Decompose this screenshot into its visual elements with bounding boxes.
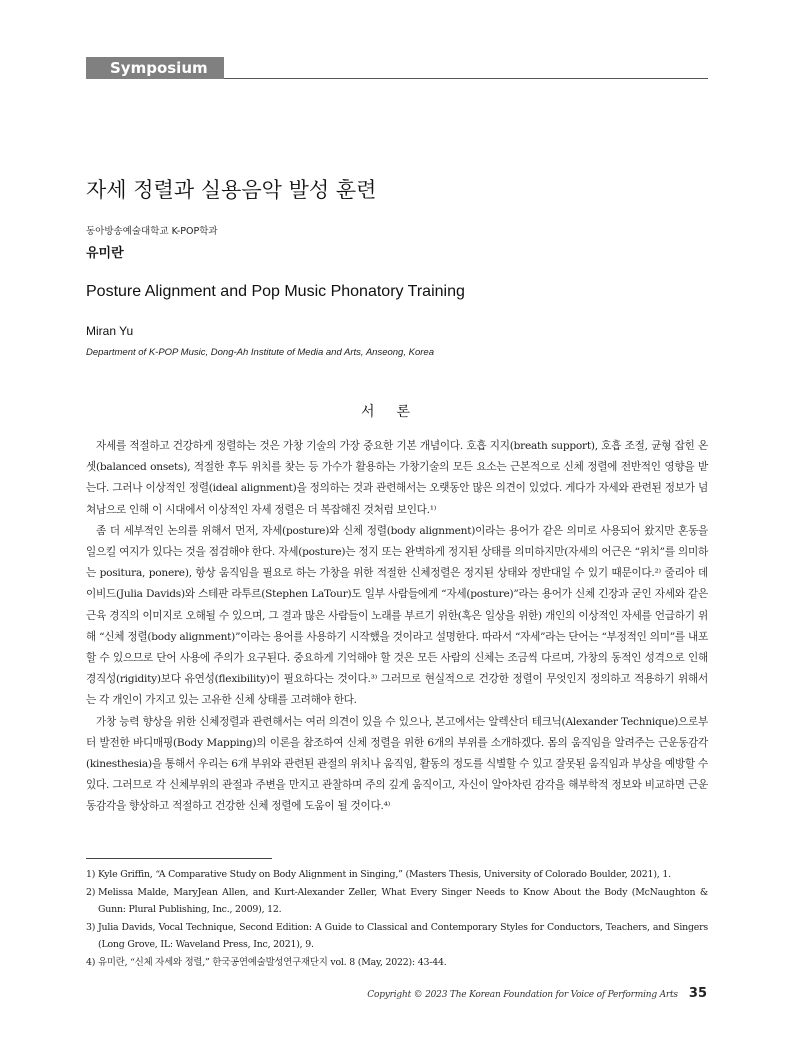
paragraph: 자세를 적절하고 건강하게 정렬하는 것은 가창 기술의 가장 중요한 기본 개념이다. 호흡 지지(breath support), 호흡 조절, 균형 잡힌 온셋(balanced onsets), 적절한 후두 위치를 찾는 등 가수가 활용하는 가창기술의 모든 요소는 근본적으로 신체 정렬에 전반적인 영향을 받는다. 그러나 이상적인 정렬(ideal alignment)을 정의하는 것과 관련해서는 오랫동안 많은 의견이 있었다. 게다가 자세와 관련된 정보가 넘쳐남으로 인해 이 시대에서 이상적인 자세 정렬은 더 복잡해진 것처럼 보인다.¹⁾ xyxy=(86,440,708,516)
section-label: Symposium xyxy=(86,57,224,79)
body-text xyxy=(86,436,708,818)
footnote-number: 3) xyxy=(86,921,96,933)
footnote-text: 유미란, “신체 자세와 정렬,” 한국공연예술발성연구재단지 vol. 8 (May, 2022): 43-44. xyxy=(98,956,447,968)
author-korean: 유미란 xyxy=(86,246,124,261)
page-number: 35 xyxy=(688,986,707,1001)
footnote-text: Kyle Griffin, “A Comparative Study on Body Alignment in Singing,” (Masters Thesis, University of Colorado Boulder, 2021), 1. xyxy=(98,869,671,880)
footnotes xyxy=(86,866,708,971)
footnote-item xyxy=(86,919,708,954)
affiliation-english: Department of K-POP Music, Dong-Ah Institute of Media and Arts, Anseong, Korea xyxy=(86,347,434,358)
footnote-number: 4) xyxy=(86,956,96,968)
footnote-item xyxy=(86,954,708,972)
footnote-item xyxy=(86,884,708,919)
section-heading-introduction: 서론 xyxy=(360,404,433,420)
footnote-rule xyxy=(86,858,272,859)
title-english: Posture Alignment and Pop Music Phonatory Training xyxy=(86,283,465,300)
copyright-notice: Copyright © 2023 The Korean Foundation for Voice of Performing Arts xyxy=(367,990,678,1000)
affiliation-korean: 동아방송예술대학교 K-POP학과 xyxy=(86,226,218,237)
section-header xyxy=(86,57,708,79)
author-english: Miran Yu xyxy=(86,324,134,338)
footnote-number: 2) xyxy=(86,886,96,898)
title-korean: 자세 정렬과 실용음악 발성 훈련 xyxy=(86,178,377,202)
footnote-text: Julia Davids, Vocal Technique, Second Edition: A Guide to Classical and Contemporary Styles for Conductors, Teachers, and Singers (Long Grove, IL: Waveland Press, Inc, 2021), 9. xyxy=(98,921,708,950)
footnote-text: Melissa Malde, MaryJean Allen, and Kurt-Alexander Zeller, What Every Singer Needs to Know About the Body (McNaughton & Gunn: Plural Publishing, Inc., 2009), 12. xyxy=(98,886,708,915)
page-footer xyxy=(367,982,707,1001)
footnote-number: 1) xyxy=(86,869,96,880)
header-rule xyxy=(224,78,708,79)
paragraph: 좀 더 세부적인 논의를 위해서 먼저, 자세(posture)와 신체 정렬(body alignment)이라는 용어가 같은 의미로 사용되어 왔지만 혼동을 일으킬 여지가 있다는 것을 점검해야 한다. 자세(posture)는 정지 또는 완벽하게 정지된 상태를 의미하지만(자세의 어근은 “위치”를 의미하는 positura, ponere), 항상 움직임을 필요로 하는 가창을 위한 적절한 신체정렬은 정지된 상태와 정반대일 수 있기 때문이다.²⁾ 줄리아 데이비드(Julia Davids)와 스테판 라투르(Stephen LaTour)도 일부 사람들에게 “자세(posture)”라는 용어가 신체 긴장과 굳인 자세와 같은 근육 경직의 이미지로 오해될 수 있으며, 그 결과 많은 사람들이 노래를 부르기 위한(혹은 일상을 위한) 개인의 이상적인 자세를 언급하기 위해 “신체 정렬(body alignment)”이라는 용어를 사용하기 시작했을 것이라고 설명한다. 따라서 “자세”라는 단어는 “부정적인 의미”를 내포할 수 있으므로 단어 사용에 주의가 요구된다. 중요하게 기억해야 할 것은 모든 사람의 신체는 조금씩 다르며, 가창의 동적인 성격으로 인해 경직성(rigidity)보다 유연성(flexibility)이 필요하다는 것이다.³⁾ 그러므로 현실적으로 건강한 정렬이 무엇인지 정의하고 적용하기 위해서는 각 개인이 가지고 있는 고유한 신체 상태를 고려해야 한다. xyxy=(86,524,708,707)
footnote-item xyxy=(86,866,708,884)
paragraph: 가창 능력 향상을 위한 신체정렬과 관련해서는 여러 의견이 있을 수 있으나, 본고에서는 알렉산더 테크닉(Alexander Technique)으로부터 발전한 바디매핑(Body Mapping)의 이론을 참조하여 신체 정렬을 위한 6개의 부위를 소개하겠다. 몸의 움직임을 알려주는 근운동감각(kinesthesia)을 통해서 우리는 6개 부위와 관련된 관절의 위치나 움직임, 활동의 정도를 식별할 수 있고 잘못된 움직임과 부상을 예방할 수 있다. 그러므로 각 신체부위의 관절과 주변을 만지고 관찰하며 주의 깊게 움직이고, 자신이 알아차린 감각을 해부학적 정보와 비교하면 근운동감각을 향상하고 적절하고 건강한 신체 정렬에 도움이 될 것이다.⁴⁾ xyxy=(86,715,708,813)
